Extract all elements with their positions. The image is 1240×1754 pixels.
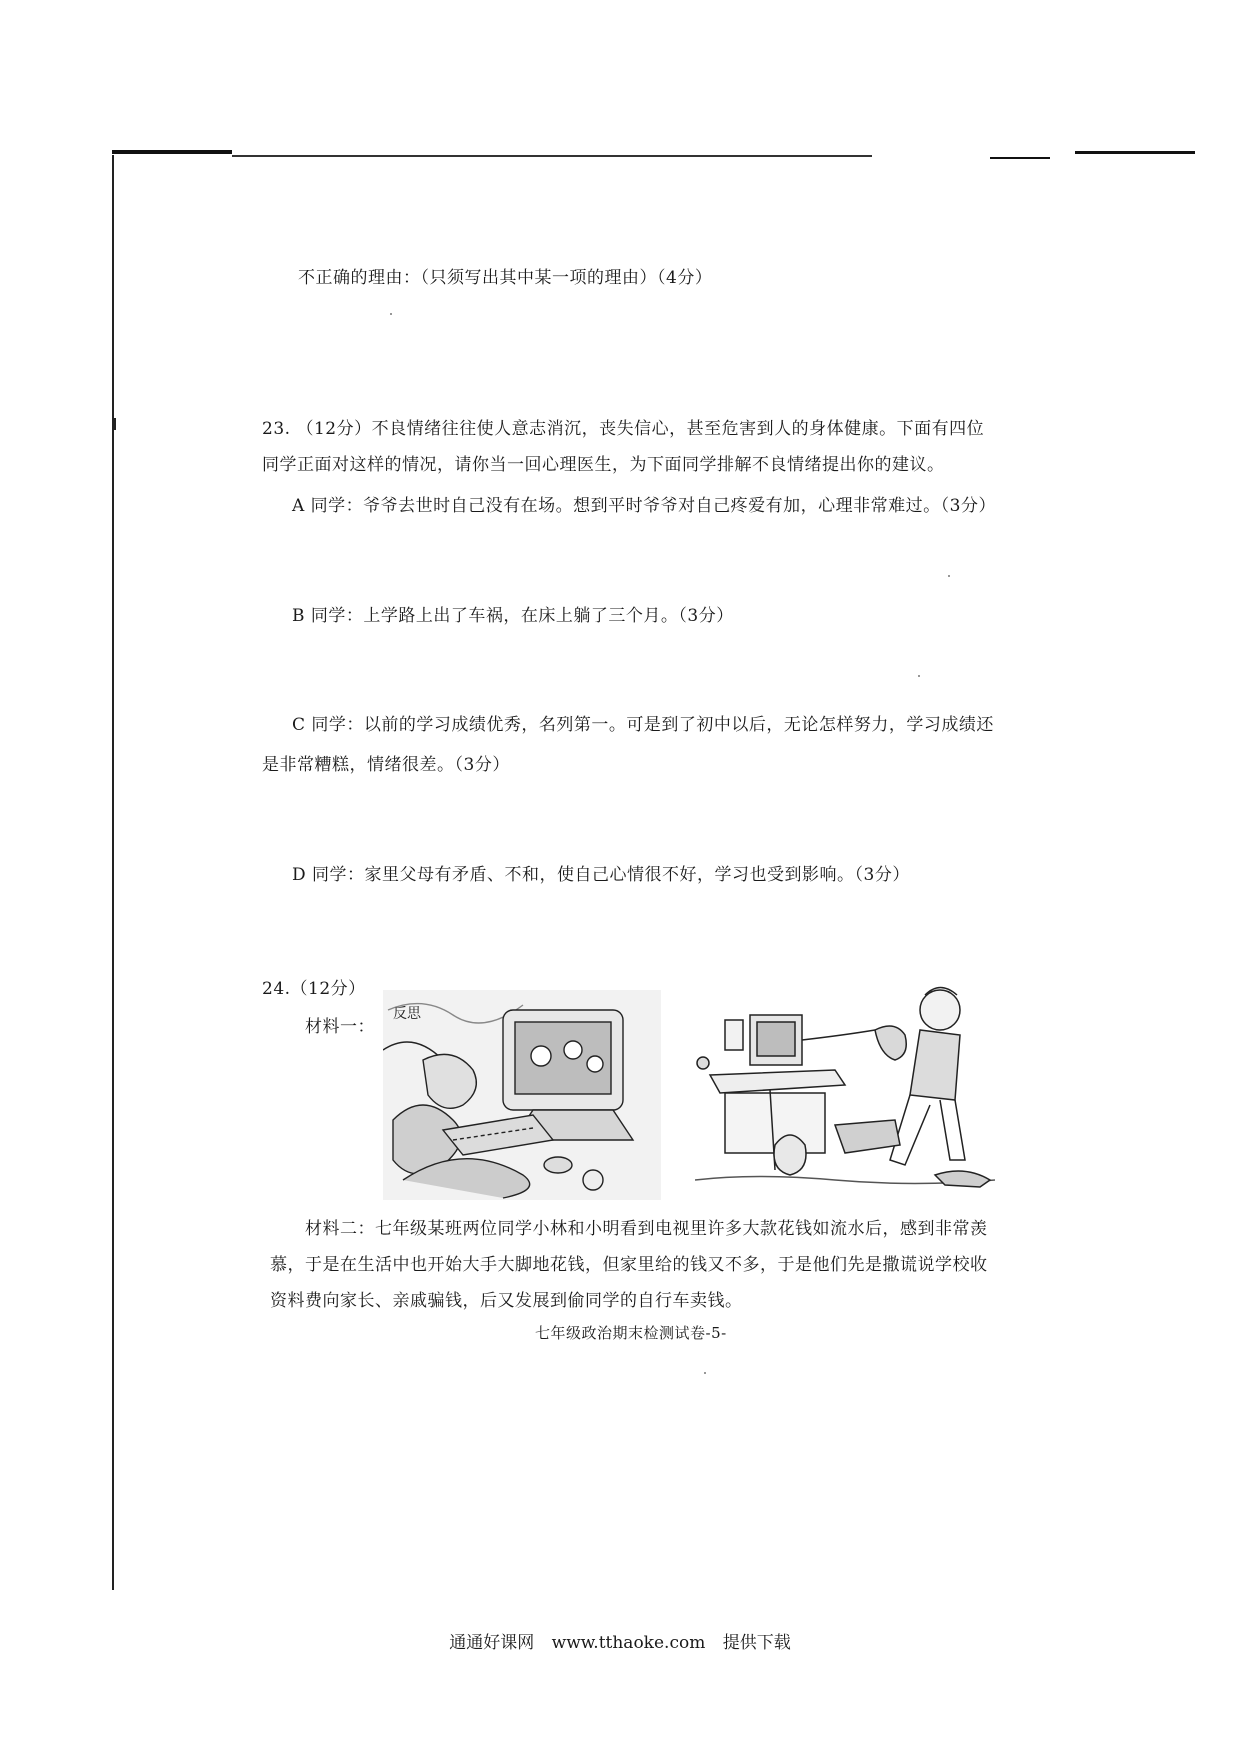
scan-top-rule-mid [232,155,872,157]
cartoon1-caption: 反思 [393,1006,421,1022]
q23-intro-line1: 23. （12分）不良情绪往往使人意志消沉，丧失信心，甚至危害到人的身体健康。下面有四位 [262,419,985,439]
q24-material2-line2: 慕，于是在生活中也开始大手大脚地花钱，但家里给的钱又不多，于是他们先是撒谎说学校收 [270,1255,988,1275]
q23-student-d: D 同学：家里父母有矛盾、不和，使自己心情很不好，学习也受到影响。（3分） [292,865,910,885]
q23-student-c-line1: C 同学：以前的学习成绩优秀，名列第一。可是到了初中以后，无论怎样努力，学习成绩还 [292,715,994,735]
scan-speck [918,675,920,677]
q23-intro-line2: 同学正面对这样的情况，请你当一回心理医生，为下面同学排解不良情绪提出你的建议。 [262,455,945,475]
q24-heading: 24.（12分） [262,979,366,999]
cartoon-person-at-computer [383,990,661,1200]
page-label: 七年级政治期末检测试卷-5- [535,1324,727,1342]
footer-url[interactable]: www.tthaoke.com [551,1633,706,1653]
download-footer [0,1628,1240,1653]
scan-top-rule-right2 [1075,151,1195,154]
scan-top-rule-right1 [990,157,1050,159]
scan-top-rule-left [112,150,232,154]
scan-speck [704,1372,706,1374]
scan-left-tick [114,418,116,430]
q23-student-c-line2: 是非常糟糕，情绪很差。（3分） [262,755,510,775]
q22-reason-prompt: 不正确的理由：（只须写出其中某一项的理由）（4分） [298,268,713,288]
cartoon-person-pulled-by-computer [695,975,995,1195]
footer-suffix: 提供下载 [722,1633,791,1653]
scan-speck [390,313,392,315]
q24-material2-line1: 材料二：七年级某班两位同学小林和小明看到电视里许多大款花钱如流水后，感到非常羡 [305,1219,988,1239]
q23-student-a: A 同学：爷爷去世时自己没有在场。想到平时爷爷对自己疼爱有加，心理非常难过。（3分） [292,496,996,516]
q23-student-b: B 同学：上学路上出了车祸，在床上躺了三个月。（3分） [292,606,734,626]
q24-material1-label: 材料一： [305,1017,375,1037]
footer-site-name: 通通好课网 [449,1633,535,1653]
scan-speck [948,575,950,577]
q24-material2-line3: 资料费向家长、亲戚骗钱，后又发展到偷同学的自行车卖钱。 [270,1291,743,1311]
scan-left-margin-line [112,155,114,1590]
